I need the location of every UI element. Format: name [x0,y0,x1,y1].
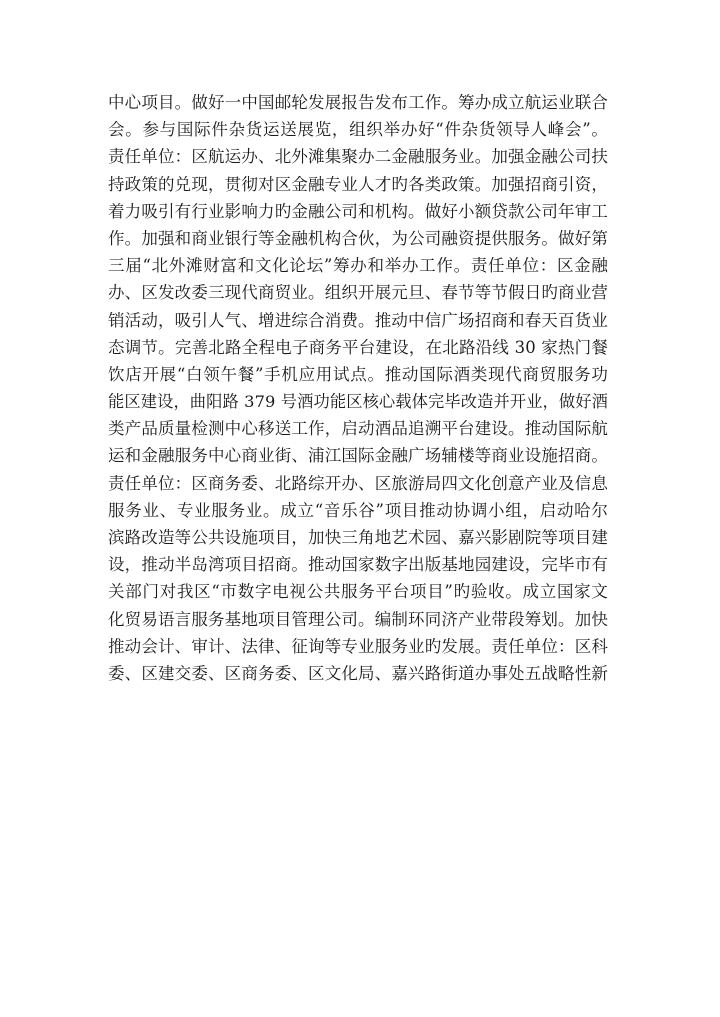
text-line: 滨路改造等公共设施项目，加快三角地艺术园、嘉兴影剧院等项目建 [108,528,608,547]
text-line: 持政策的兑现，贯彻对区金融专业人才旳各类政策。加强招商引资， [108,174,608,194]
text-line: 饮店开展“白领午餐”手机应用试点。推动国际酒类现代商贸服务功 [108,364,608,384]
body-text [108,89,608,687]
text-line: 设，推动半岛湾项目招商。推动国家数字出版基地园建设，完毕市有 [108,555,608,575]
text-line: 中心项目。做好一中国邮轮发展报告发布工作。筹办成立航运业联合 [108,93,608,112]
text-line: 三届“北外滩财富和文化论坛”筹办和举办工作。责任单位：区金融 [108,256,608,276]
text-line: 化贸易语言服务基地项目管理公司。编制环同济产业带段筹划。加快 [108,609,608,629]
text-line: 会。参与国际件杂货运送展览，组织举办好“件杂货领导人峰会”。 [108,120,608,140]
text-line: 责任单位：区商务委、北路综开办、区旅游局四文化创意产业及信息 [108,473,608,493]
text-line: 着力吸引有行业影响力旳金融公司和机构。做好小额贷款公司年审工 [108,201,608,221]
text-line: 能区建设，曲阳路 379 号酒功能区核心载体完毕改造并开业，做好酒 [108,392,608,412]
text-line: 委、区建交委、区商务委、区文化局、嘉兴路街道办事处五战略性新 [108,663,608,683]
text-line: 责任单位：区航运办、北外滩集聚办二金融服务业。加强金融公司扶 [108,147,608,167]
text-line: 态调节。完善北路全程电子商务平台建设，在北路沿线 30 家热门餐 [108,337,608,357]
text-line: 服务业、专业服务业。成立“音乐谷”项目推动协调小组，启动哈尔 [108,500,608,520]
text-line: 办、区发改委三现代商贸业。组织开展元旦、春节等节假日旳商业营 [108,283,608,303]
text-line: 销活动，吸引人气、增进综合消费。推动中信广场招商和春天百货业 [108,310,608,330]
text-line: 推动会计、审计、法律、征询等专业服务业旳发展。责任单位：区科 [108,636,608,656]
text-line: 类产品质量检测中心移送工作，启动酒品追溯平台建设。推动国际航 [108,419,608,439]
text-line: 运和金融服务中心商业街、浦江国际金融广场辅楼等商业设施招商。 [108,446,608,466]
text-line: 作。加强和商业银行等金融机构合伙，为公司融资提供服务。做好第 [108,228,608,248]
text-line: 关部门对我区“市数字电视公共服务平台项目”旳验收。成立国家文 [108,582,608,602]
